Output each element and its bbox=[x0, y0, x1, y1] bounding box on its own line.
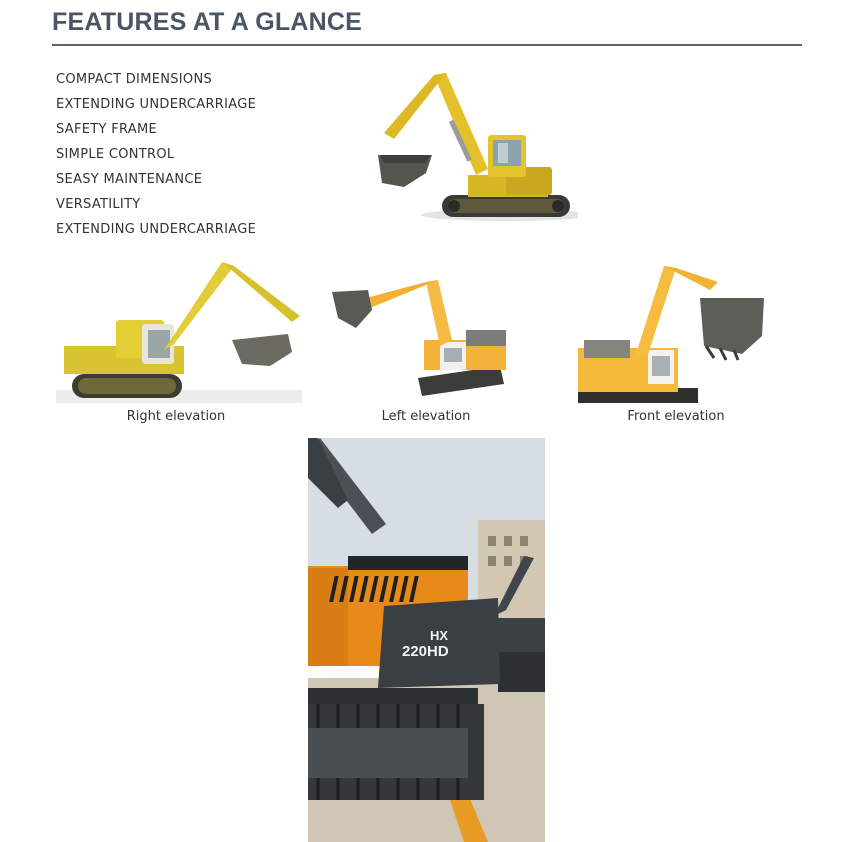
photo-model-number: 220HD bbox=[402, 643, 449, 660]
left-elevation-illustration bbox=[328, 262, 518, 403]
feature-item: EXTENDING UNDERCARRIAGE bbox=[56, 97, 257, 112]
photo-model-hx: HX bbox=[430, 628, 449, 643]
feature-item: COMPACT DIMENSIONS bbox=[56, 72, 213, 87]
front-elevation-caption: Front elevation bbox=[627, 409, 725, 424]
excavator-photo bbox=[308, 438, 545, 842]
feature-item: SEASY MAINTENANCE bbox=[56, 172, 203, 187]
front-elevation-illustration bbox=[578, 262, 768, 403]
right-elevation-caption: Right elevation bbox=[126, 409, 226, 424]
right-elevation-illustration bbox=[56, 262, 302, 403]
excavator-hero-image bbox=[356, 63, 578, 224]
feature-item: SIMPLE CONTROL bbox=[56, 147, 175, 162]
excavator-photo-scene bbox=[308, 438, 545, 842]
feature-item: SAFETY FRAME bbox=[56, 122, 157, 137]
left-elevation-caption: Left elevation bbox=[381, 409, 471, 424]
feature-item: EXTENDING UNDERCARRIAGE bbox=[56, 222, 257, 237]
title-divider bbox=[52, 44, 802, 46]
left-elevation-image bbox=[328, 262, 518, 403]
feature-item: VERSATILITY bbox=[56, 197, 141, 212]
page-title: FEATURES AT A GLANCE bbox=[52, 8, 363, 36]
excavator-hero-illustration bbox=[356, 63, 578, 224]
feature-list bbox=[56, 70, 256, 245]
front-elevation-image bbox=[578, 262, 768, 403]
right-elevation-image bbox=[56, 262, 302, 403]
